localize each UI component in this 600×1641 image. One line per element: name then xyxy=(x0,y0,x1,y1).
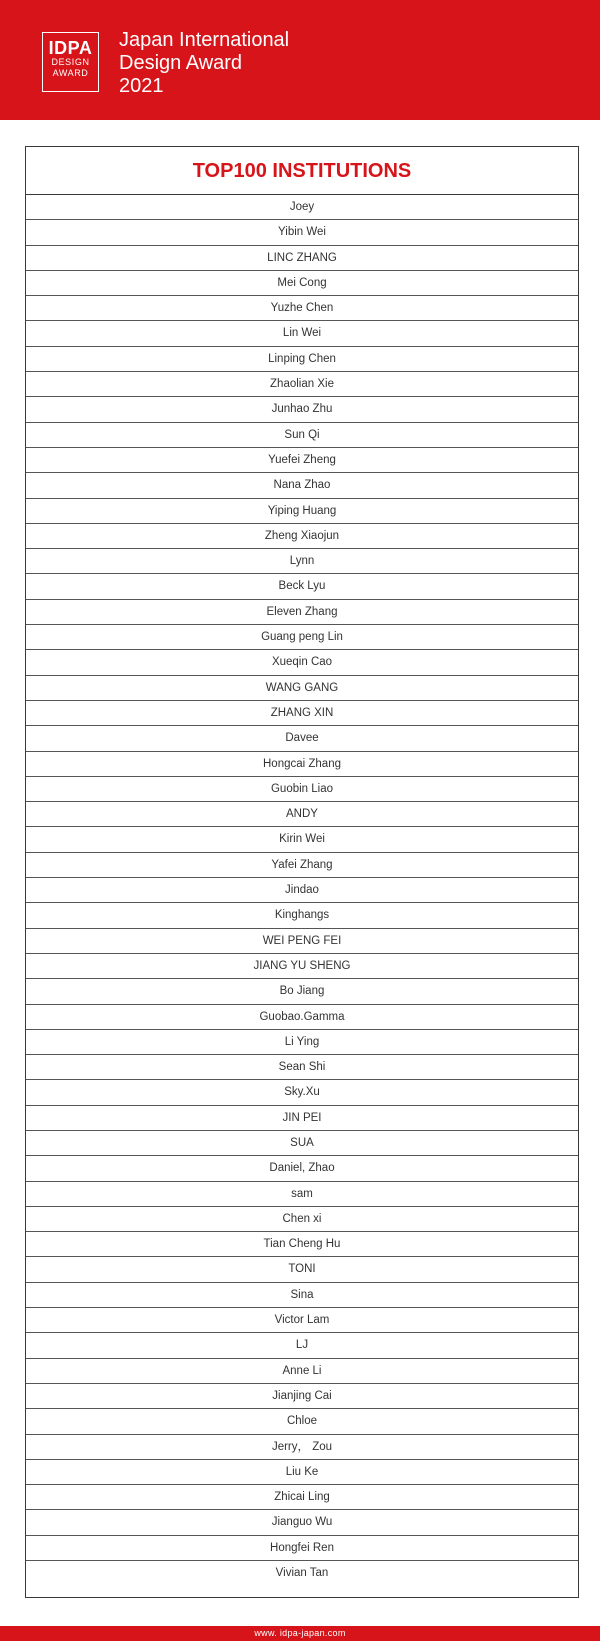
table-row: ANDY xyxy=(26,802,578,827)
table-row: Anne Li xyxy=(26,1359,578,1384)
table-row: JIANG YU SHENG xyxy=(26,954,578,979)
table-row: Jianjing Cai xyxy=(26,1384,578,1409)
table-row: ZHANG XIN xyxy=(26,701,578,726)
logo-text-idpa: IDPA xyxy=(48,38,93,58)
table-row: Zheng Xiaojun xyxy=(26,524,578,549)
logo-text-award: AWARD xyxy=(52,68,89,78)
table-row: Davee xyxy=(26,726,578,751)
award-title-line1: Japan International xyxy=(119,29,290,51)
footer-bar xyxy=(0,1626,600,1641)
table-row: Liu Ke xyxy=(26,1460,578,1485)
table-row: Jianguo Wu xyxy=(26,1510,578,1535)
table-row: Eleven Zhang xyxy=(26,600,578,625)
logo-text-design: DESIGN xyxy=(51,57,90,67)
table-row: Nana Zhao xyxy=(26,473,578,498)
table-row: Yibin Wei xyxy=(26,220,578,245)
table-row: Guobin Liao xyxy=(26,777,578,802)
table-row: Mei Cong xyxy=(26,271,578,296)
table-row: Junhao Zhu xyxy=(26,397,578,422)
table-row: Hongfei Ren xyxy=(26,1536,578,1561)
table-title: TOP100 INSTITUTIONS xyxy=(26,147,578,195)
header-banner xyxy=(0,0,600,120)
table-row: Chloe xyxy=(26,1409,578,1434)
table-row: Kirin Wei xyxy=(26,827,578,852)
table-row: Linping Chen xyxy=(26,347,578,372)
table-row: TONI xyxy=(26,1257,578,1282)
table-row: Vivian Tan xyxy=(275,1567,329,1580)
table-row: Tian Cheng Hu xyxy=(26,1232,578,1257)
names-list xyxy=(26,195,578,1586)
table-row: Beck Lyu xyxy=(26,574,578,599)
footer-website: www. idpa-japan.com xyxy=(254,1628,346,1638)
table-row: Yuzhe Chen xyxy=(26,296,578,321)
table-row: Chen xi xyxy=(26,1207,578,1232)
table-row: Sina xyxy=(26,1283,578,1308)
table-row: SUA xyxy=(26,1131,578,1156)
table-row: Hongcai Zhang xyxy=(26,752,578,777)
table-row: Sky.Xu xyxy=(26,1080,578,1105)
table-row: WEI PENG FEI xyxy=(26,929,578,954)
table-row: LINC ZHANG xyxy=(26,246,578,271)
table-row: Kinghangs xyxy=(26,903,578,928)
table-row: Sean Shi xyxy=(26,1055,578,1080)
table-row: Sun Qi xyxy=(26,423,578,448)
table-row: sam xyxy=(26,1182,578,1207)
table-row: JIN PEI xyxy=(26,1106,578,1131)
table-row: Zhicai Ling xyxy=(26,1485,578,1510)
idpa-logo xyxy=(42,32,99,92)
table-row: Zhaolian Xie xyxy=(26,372,578,397)
table-row: LJ xyxy=(26,1333,578,1358)
table-row: Li Ying xyxy=(26,1030,578,1055)
table-row: Yafei Zhang xyxy=(26,853,578,878)
award-title xyxy=(119,29,289,98)
table-row: Yiping Huang xyxy=(26,499,578,524)
table-row: Lynn xyxy=(26,549,578,574)
table-row: Yuefei Zheng xyxy=(26,448,578,473)
table-row: Bo Jiang xyxy=(26,979,578,1004)
table-row: Daniel, Zhao xyxy=(26,1156,578,1181)
institutions-table xyxy=(25,146,579,1598)
table-row: Joey xyxy=(26,195,578,220)
award-title-line2: Design Award xyxy=(119,52,243,74)
table-row: Guang peng Lin xyxy=(26,625,578,650)
table-row: WANG GANG xyxy=(26,676,578,701)
table-row: Jerry， Zou xyxy=(26,1435,578,1460)
table-row: Victor Lam xyxy=(26,1308,578,1333)
table-row: Jindao xyxy=(26,878,578,903)
table-row: Guobao.Gamma xyxy=(26,1005,578,1030)
award-title-line3: 2021 xyxy=(119,75,164,97)
table-row: Xueqin Cao xyxy=(26,650,578,675)
table-row: Lin Wei xyxy=(26,321,578,346)
